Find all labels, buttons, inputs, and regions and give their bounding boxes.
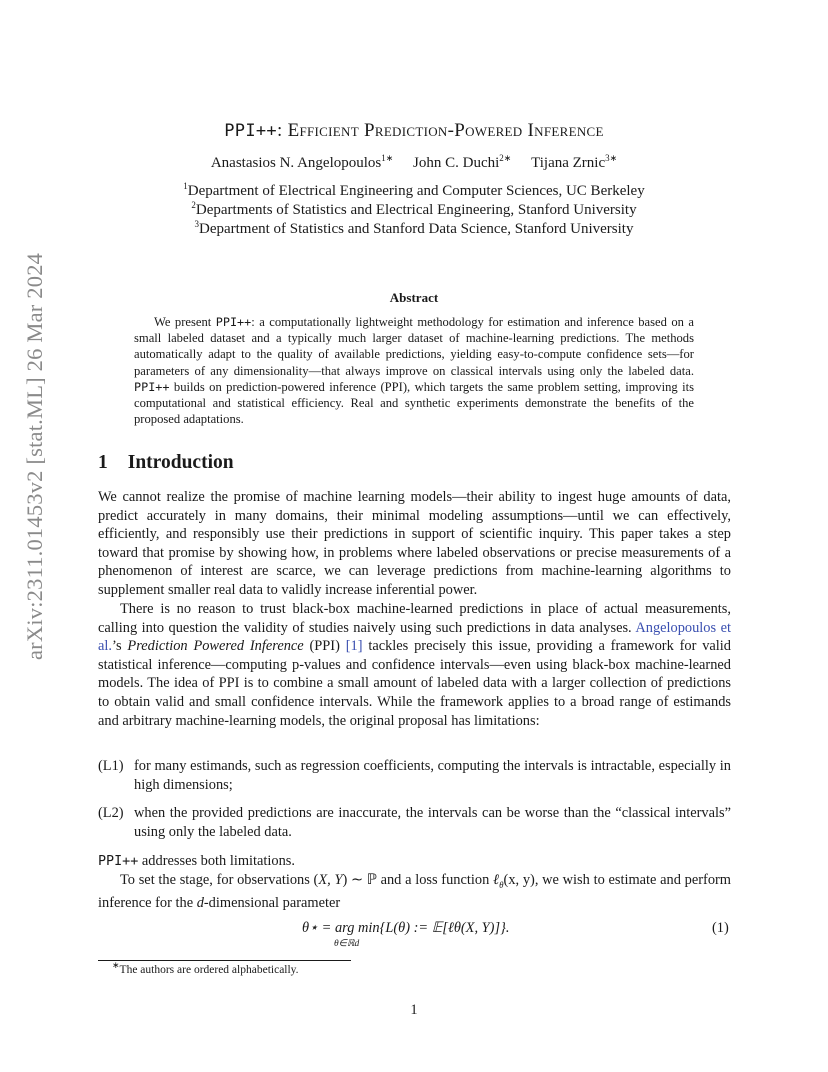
intro-paragraph-2: There is no reason to trust black-box machine-learned predictions in place of actual measurements, calling into question the validity of studies naively using such predictions in data analyses. Angelopoulos et al.’s Prediction Powered Inference (PPI) [1] tackles precisely this issue, providing a framework for valid statistical inference—computing p-values and confidence intervals—even using black-box machine-learned models. The idea of PPI is to combine a small amount of labeled data with a larger collection of predictions to obtain valid and small confidence intervals. While the framework applies to a broad range of estimands and arbitrary machine-learning models, the original proposal has limitations:: [98, 601, 731, 729]
arxiv-identifier-stamp: arXiv:2311.01453v2 [stat.ML] 26 Mar 2024: [22, 252, 47, 660]
abstract-text: We present PPI++: a computationally lightweight methodology for estimation and inference based on a small labeled dataset and a typically much larger dataset of machine-learning predictions. The methods automatically adapt to the quality of available predictions, yielding easy-to-compute confidence sets—for parameters of any dimensionality—that always improve on classical intervals using only the labeled data. PPI++ builds on prediction-powered inference (PPI), which targets the same problem setting, improving its computational and statistical efficiency. Real and synthetic experiments demonstrate the benefits of the proposed adaptations.: [134, 315, 695, 427]
intro-paragraph-3: PPI++ addresses both limitations.: [98, 853, 295, 869]
intro-paragraph-1: We cannot realize the promise of machine learning models—their ability to ingest huge amounts of data, predict accurately in many domains, their minimal modeling assumptions—until we can effectively, efficiently, and responsibly use their predictions in support of scientific inquiry. This paper takes a step toward that promise by showing how, in problems where labeled observations or precise measurements of a phenomenon of interest are scarce, we can leverage predictions from machine-learning algorithms to supplement smaller real data to validly increase inferential power.: [98, 489, 731, 598]
intro-paragraph-4: To set the stage, for observations (X, Y) ∼ ℙ and a loss function ℓ$_\theta$(x, y), we wish to estimate and perform inference for the d-dimensional parameter: [98, 872, 732, 912]
equation-subscript: θ∈ℝd: [334, 939, 360, 949]
equation-expression: θ⋆ = arg min{L(θ) := 𝔼[ℓθ(X, Y)]}.: [302, 920, 510, 936]
footnote-divider: [98, 960, 351, 961]
code-ppi: PPI++: [215, 315, 252, 329]
code-ppi: PPI++: [98, 854, 139, 869]
author-list: [0, 155, 828, 172]
author: John C. Duchi$^{2∗}$: [413, 153, 512, 171]
page-number: 1: [410, 1002, 418, 1018]
author: Tijana Zrnic$^{3∗}$: [531, 153, 618, 171]
title-rest: : Efficient Prediction-Powered Inference: [276, 120, 604, 141]
equation-number: (1): [712, 920, 729, 936]
section-heading: 1 Introduction: [98, 452, 234, 473]
title-ppi-code: PPI++: [224, 121, 277, 141]
code-ppi: PPI++: [134, 379, 170, 394]
footnote: ∗The authors are ordered alphabetically.: [112, 960, 299, 976]
affiliation: $^1$Department of Electrical Engineering and Computer Sciences, UC Berkeley: [183, 181, 645, 199]
author: Anastasios N. Angelopoulos$^{1∗}$: [210, 153, 394, 171]
affiliation: $^2$Departments of Statistics and Electrical Engineering, Stanford University: [191, 200, 637, 218]
author-citation-link[interactable]: Angelopoulos et al.: [98, 619, 731, 655]
abstract-heading: Abstract: [389, 290, 439, 305]
affiliation: $^3$Department of Statistics and Stanford Data Science, Stanford University: [194, 219, 634, 237]
paper-title: [0, 120, 828, 142]
list-item: (L2) when the provided predictions are inaccurate, the intervals can be worse than the “classical intervals” using only the labeled data.: [98, 805, 731, 840]
list-item: (L1) for many estimands, such as regression coefficients, computing the intervals is intractable, especially in high dimensions;: [98, 758, 731, 793]
reference-link[interactable]: [1]: [345, 638, 363, 655]
